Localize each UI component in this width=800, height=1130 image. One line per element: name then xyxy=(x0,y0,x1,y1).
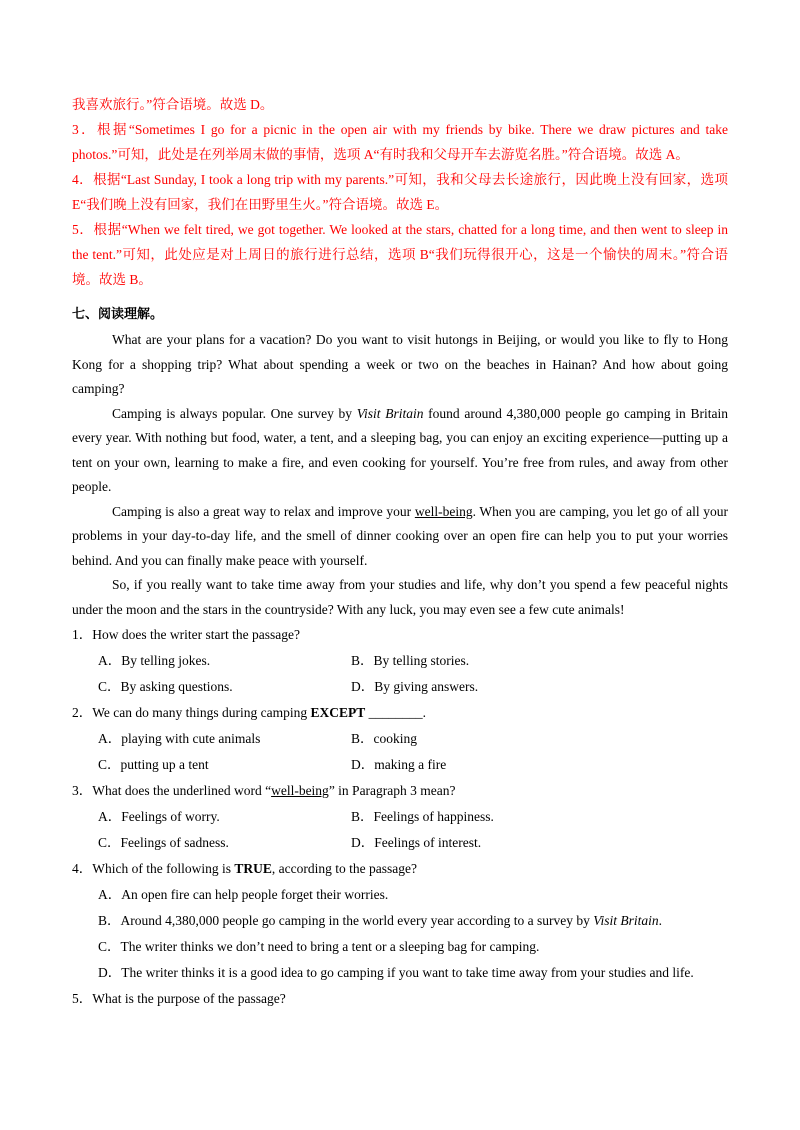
option-c: C．The writer thinks we don’t need to bring a tent or a sleeping bag for camping. xyxy=(98,939,540,954)
section-title: 七、阅读理解。 xyxy=(72,307,164,322)
passage-paragraph-3 xyxy=(72,500,728,574)
questions xyxy=(72,622,728,1012)
question-3-options-row-1 xyxy=(72,804,728,830)
option-a: A．By telling jokes. xyxy=(98,653,211,668)
answer-explanations xyxy=(72,92,728,292)
passage-text: found around 4,380,000 people go camping in Britain every year. With nothing but food, water, a tent, and a sleeping bag, you can enjoy an exciting experience—putting up a tent on your own, learning to make a fire, and even cooking for yourself. You’re free from rules, and away from other people. xyxy=(72,405,728,494)
survey-source: Visit Britain xyxy=(593,913,659,928)
answer-explanation-4: 4．根据“Last Sunday, I took a long trip with my parents.”可知，我和父母去长途旅行，因此晚上没有回家，选项 E“我们晚上没有回家，我们在田野里生火。”符合语境。故选 E。 xyxy=(72,172,728,212)
question-emphasis: TRUE xyxy=(234,861,272,876)
option-c: C．Feelings of sadness. xyxy=(98,835,229,850)
option-d: D．The writer thinks it is a good idea to go camping if you want to take time away from your studies and life. xyxy=(98,965,694,980)
question-3 xyxy=(72,778,728,804)
passage-paragraph-4: So, if you really want to take time away from your studies and life, why don’t you spend a few peaceful nights under the moon and the stars in the countryside? With any luck, you may even see a few cute animals! xyxy=(72,577,728,617)
question-text: 2．We can do many things during camping xyxy=(72,705,311,720)
document-page xyxy=(72,92,728,1012)
survey-source: Visit Britain xyxy=(356,405,424,421)
option-d: D．Feelings of interest. xyxy=(351,835,482,850)
question-1: 1．How does the writer start the passage? xyxy=(72,627,300,642)
question-1-options-row-2 xyxy=(72,674,728,700)
question-1-options-row-1 xyxy=(72,648,728,674)
question-text: , according to the passage? xyxy=(271,861,417,876)
question-2-options-row-1 xyxy=(72,726,728,752)
option-a: A．Feelings of worry. xyxy=(98,809,220,824)
option-b: B．By telling stories. xyxy=(351,653,470,668)
option-d: D．By giving answers. xyxy=(351,679,479,694)
question-2-options-row-2 xyxy=(72,752,728,778)
passage-text: . When you are camping, you let go of all your problems in your day-to-day life, and the smell of dinner cooking over an open fire can help you to put your worries behind. And you can finally make peace with yourself. xyxy=(72,503,729,568)
question-4 xyxy=(72,856,728,882)
option-c: C．putting up a tent xyxy=(98,757,209,772)
option-b: B．cooking xyxy=(351,731,417,746)
option-b xyxy=(72,908,728,934)
question-text: ” in Paragraph 3 mean? xyxy=(328,783,456,798)
underlined-word: well-being xyxy=(271,783,329,798)
option-text: B．Around 4,380,000 people go camping in the world every year according to a survey by xyxy=(98,913,594,928)
option-text: . xyxy=(658,913,663,928)
passage-text: Camping is always popular. One survey by xyxy=(112,405,357,421)
option-c: C．By asking questions. xyxy=(98,679,233,694)
reading-passage xyxy=(72,328,728,622)
passage-paragraph-1: What are your plans for a vacation? Do you want to visit hutongs in Beijing, or would you like to fly to Hong Kong for a shopping trip? What about spending a week or two on the beaches in Hainan? And how about going camping? xyxy=(72,332,728,396)
question-2 xyxy=(72,700,728,726)
question-5: 5．What is the purpose of the passage? xyxy=(72,991,286,1006)
option-b: B．Feelings of happiness. xyxy=(351,809,494,824)
answer-explanation-3: 3．根据“Sometimes I go for a picnic in the open air with my friends by bike. There we draw pictures and take photos.”可知，此处是在列举周末做的事情，选项 A“有时我和父母开车去游览名胜。”符合语境。故选 A。 xyxy=(72,122,728,162)
answer-line-continuation: 我喜欢旅行。”符合语境。故选 D。 xyxy=(72,97,274,112)
underlined-word: well-being xyxy=(414,503,473,519)
question-text: 3．What does the underlined word “ xyxy=(72,783,272,798)
question-3-options-row-2 xyxy=(72,830,728,856)
passage-text: Camping is also a great way to relax and improve your xyxy=(112,503,415,519)
option-a: A．playing with cute animals xyxy=(98,731,261,746)
option-d: D．making a fire xyxy=(351,757,447,772)
question-text: ________. xyxy=(365,705,427,720)
answer-explanation-5: 5．根据“When we felt tired, we got together. We looked at the stars, chatted for a long time, and then went to sleep in the tent.”可知，此处应是对上周日的旅行进行总结，选项 B“我们玩得很开心，这是一个愉快的周末。”符合语境。故选 B。 xyxy=(72,222,728,287)
option-a: A．An open fire can help people forget their worries. xyxy=(98,887,389,902)
passage-paragraph-2 xyxy=(72,402,728,500)
question-emphasis: EXCEPT xyxy=(310,705,366,720)
question-text: 4．Which of the following is xyxy=(72,861,235,876)
